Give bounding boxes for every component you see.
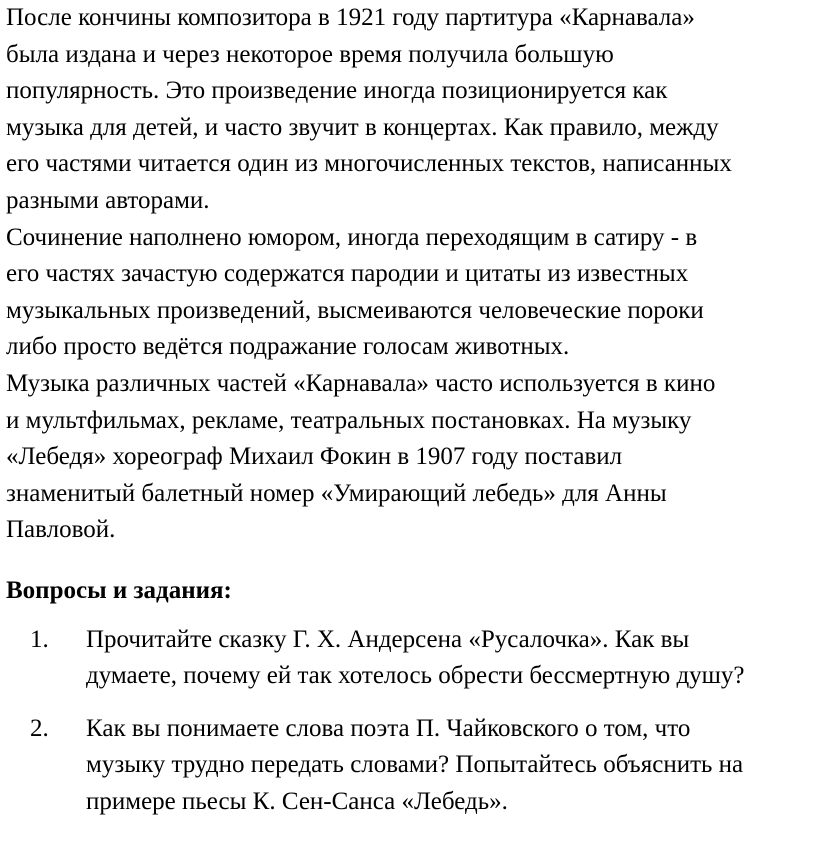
paragraph-humor <box>6 220 816 366</box>
text-line: популярность. Это произведение иногда позиционируется как <box>6 77 668 105</box>
question-number: 2. <box>30 714 49 742</box>
question-number: 1. <box>30 625 49 653</box>
text-line: Как вы понимаете слова поэта П. Чайковского о том, что <box>86 714 691 742</box>
text-line: Павловой. <box>6 516 116 544</box>
text-line: думаете, почему ей так хотелось обрести бессмертную душу? <box>86 662 745 690</box>
question-item <box>6 622 816 695</box>
text-line: После кончины композитора в 1921 году партитура «Карнавала» <box>6 4 695 31</box>
question-text <box>86 711 816 821</box>
text-line: разными авторами. <box>6 186 210 214</box>
text-line: «Лебедя» хореограф Михаил Фокин в 1907 году поставил <box>6 443 623 471</box>
paragraph-usage <box>6 366 816 549</box>
text-line: Сочинение наполнено юмором, иногда переходящим в сатиру - в <box>6 223 698 251</box>
text-line: была издана и через некоторое время получила большую <box>6 40 614 68</box>
paragraph-publication <box>6 0 816 220</box>
text-line: музыка для детей, и часто звучит в концертах. Как правило, между <box>6 113 719 141</box>
text-line: его частях зачастую содержатся пародии и цитаты из известных <box>6 260 689 288</box>
text-line: Прочитайте сказку Г. Х. Андерсена «Русалочка». Как вы <box>86 625 690 653</box>
text-line: знаменитый балетный номер «Умирающий лебедь» для Анны <box>6 479 667 507</box>
text-line: музыкальных произведений, высмеиваются человеческие пороки <box>6 296 704 324</box>
text-line: Музыка различных частей «Карнавала» часто используется в кино <box>6 369 716 397</box>
text-line: примере пьесы К. Сен-Санса «Лебедь». <box>86 787 508 815</box>
question-text <box>86 622 816 695</box>
text-line: и мультфильмах, рекламе, театральных постановках. На музыку <box>6 406 692 434</box>
text-line: музыку трудно передать словами? Попытайтесь объяснить на <box>86 751 744 779</box>
text-line: либо просто ведётся подражание голосам животных. <box>6 333 570 361</box>
text-line: его частями читается один из многочисленных текстов, написанных <box>6 150 732 178</box>
questions-list <box>6 622 816 821</box>
question-item <box>6 711 816 821</box>
questions-heading: Вопросы и задания: <box>6 576 232 604</box>
